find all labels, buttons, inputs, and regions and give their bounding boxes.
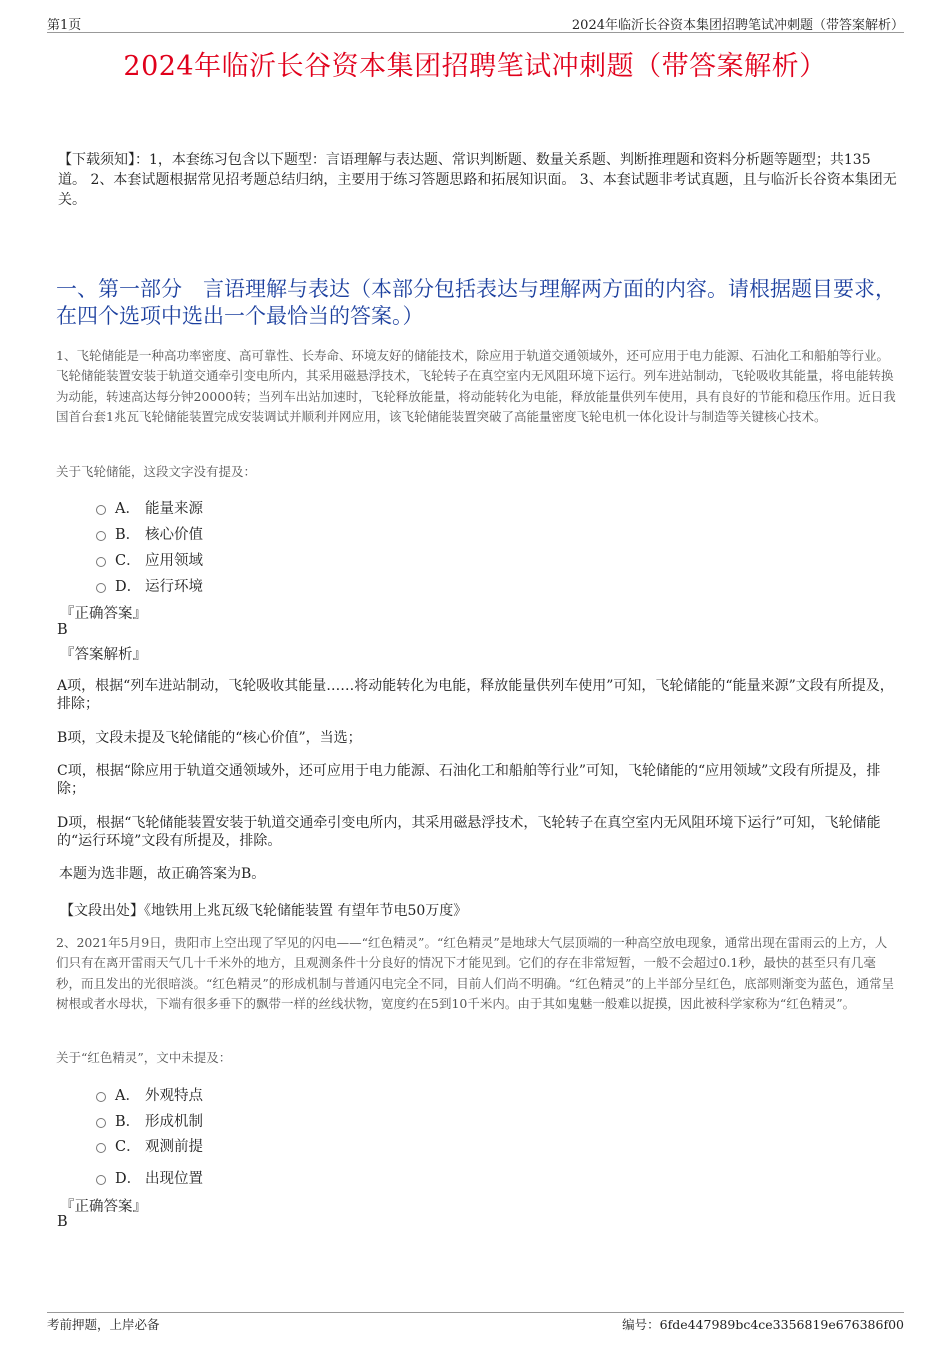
option-key: A． [115,1088,140,1104]
option-text: 应用领域 [145,553,203,569]
page-footer [47,1312,904,1333]
q1-option-c[interactable] [96,549,203,570]
q2-option-b[interactable] [96,1110,203,1131]
option-key: C． [115,1139,141,1155]
radio-icon[interactable] [96,1143,106,1153]
q1-passage: 1、飞轮储能是一种高功率密度、高可靠性、长寿命、环境友好的储能技术，除应用于轨道交通领域外，还可应用于电力能源、石油化工和船舶等行业。飞轮储能装置安装于轨道交通牵引变电所内，其采用磁悬浮技术，飞轮转子在真空室内无风阻环境下运行。列车进站制动，飞轮吸收其能量，将电能转换为动能，转速高达每分钟20000转；当列车出站加速时，飞轮释放能量，将动能转化为电能，释放能量供列车使用，具有良好的节能和稳压作用。近日我国首台套1兆瓦飞轮储能装置完成安装调试并顺利并网应用，该飞轮储能装置突破了高能量密度飞轮电机一体化设计与制造等关键核心技术。 [56,348,896,425]
footer-doc-id: 编号：6fde447989bc4ce3356819e676386f00 [622,1317,904,1332]
radio-icon[interactable] [96,1092,106,1102]
document-title: 2024年临沂长谷资本集团招聘笔试冲刺题（带答案解析） [123,51,827,82]
q1-answer: B [57,622,68,638]
radio-icon[interactable] [96,1175,106,1185]
q1-analysis-b: B项，文段未提及飞轮储能的“核心价值”，当选； [57,730,362,746]
q1-source: 【文段出处】《地铁用上兆瓦级飞轮储能装置 有望年节电50万度》 [60,903,468,919]
option-text: 运行环境 [145,579,203,595]
page-header [47,14,904,33]
q2-passage: 2、2021年5月9日，贵阳市上空出现了罕见的闪电——“红色精灵”。“红色精灵”是地球大气层顶端的一种高空放电现象，通常出现在雷雨云的上方，人们只有在离开雷雨天气几十千米外的地方，且观测条件十分良好的情况下才能见到。它们的存在非常短暂，一般不会超过0.1秒，最快的甚至只有几毫秒，而且发出的光很暗淡。“红色精灵”的形成机制与普通闪电完全不同，目前人们尚不明确。“红色精灵”的上半部分呈红色，底部则渐变为蓝色，通常呈树根或者水母状，下端有很多垂下的飘带一样的丝线状物，宽度约在5到10千米内。由于其如鬼魅一般难以捉摸，因此被科学家称为“红色精灵”。 [56,935,895,1012]
radio-icon[interactable] [96,557,106,567]
q1-option-a[interactable] [96,497,203,518]
q2-option-d[interactable] [96,1167,203,1188]
q2-answer: B [57,1214,68,1230]
q2-option-c[interactable] [96,1135,203,1156]
q1-conclusion: 本题为选非题，故正确答案为B。 [59,866,266,882]
section-heading: 一、第一部分 言语理解与表达（本部分包括表达与理解两方面的内容。请根据题目要求，在四个选项中选出一个最恰当的答案。） [56,277,896,328]
q1-answer-label: 『正确答案』 [60,606,147,622]
q1-option-d[interactable] [96,575,203,596]
option-text: 观测前提 [145,1139,203,1155]
option-text: 形成机制 [145,1114,203,1130]
footer-slogan: 考前押题，上岸必备 [47,1317,160,1332]
download-notice: 【下载须知】：1，本套练习包含以下题型：言语理解与表达题、常识判断题、数量关系题、判断推理题和资料分析题等题型；共135道。 2、本套试题根据常见招考题总结归纳，主要用于练习答题思路和拓展知识面。 3、本套试题非考试真题，且与临沂长谷资本集团无关。 [58,152,897,208]
q1-analysis-c: C项，根据“除应用于轨道交通领域外，还可应用于电力能源、石油化工和船舶等行业”可知，飞轮储能的“应用领域”文段有所提及，排除； [57,763,881,797]
q1-stem: 关于飞轮储能，这段文字没有提及： [56,464,257,479]
option-key: C． [115,553,141,569]
q1-option-b[interactable] [96,523,203,544]
q2-option-a[interactable] [96,1084,203,1105]
option-text: 核心价值 [145,527,203,543]
radio-icon[interactable] [96,531,106,541]
option-text: 能量来源 [145,501,203,517]
header-doc-title: 2024年临沂长谷资本集团招聘笔试冲刺题（带答案解析） [571,18,904,33]
radio-icon[interactable] [96,505,106,515]
option-key: D． [115,579,142,595]
q2-stem: 关于“红色精灵”，文中未提及： [56,1050,232,1065]
radio-icon[interactable] [96,583,106,593]
option-text: 出现位置 [145,1171,203,1187]
option-key: B． [115,527,141,543]
q1-analysis-d: D项，根据“飞轮储能装置安装于轨道交通牵引变电所内，其采用磁悬浮技术，飞轮转子在真空室内无风阻环境下运行”可知，飞轮储能的“运行环境”文段有所提及，排除。 [57,815,881,849]
option-key: D． [115,1171,142,1187]
page-number: 第1页 [47,18,82,33]
option-key: B． [115,1114,141,1130]
q2-answer-label: 『正确答案』 [60,1199,147,1215]
option-key: A． [115,501,140,517]
radio-icon[interactable] [96,1118,106,1128]
q1-analysis-a: A项，根据“列车进站制动，飞轮吸收其能量……将动能转化为电能，释放能量供列车使用”可知，飞轮储能的“能量来源”文段有所提及，排除； [57,678,894,712]
q1-analysis-label: 『答案解析』 [60,647,147,663]
option-text: 外观特点 [145,1088,203,1104]
